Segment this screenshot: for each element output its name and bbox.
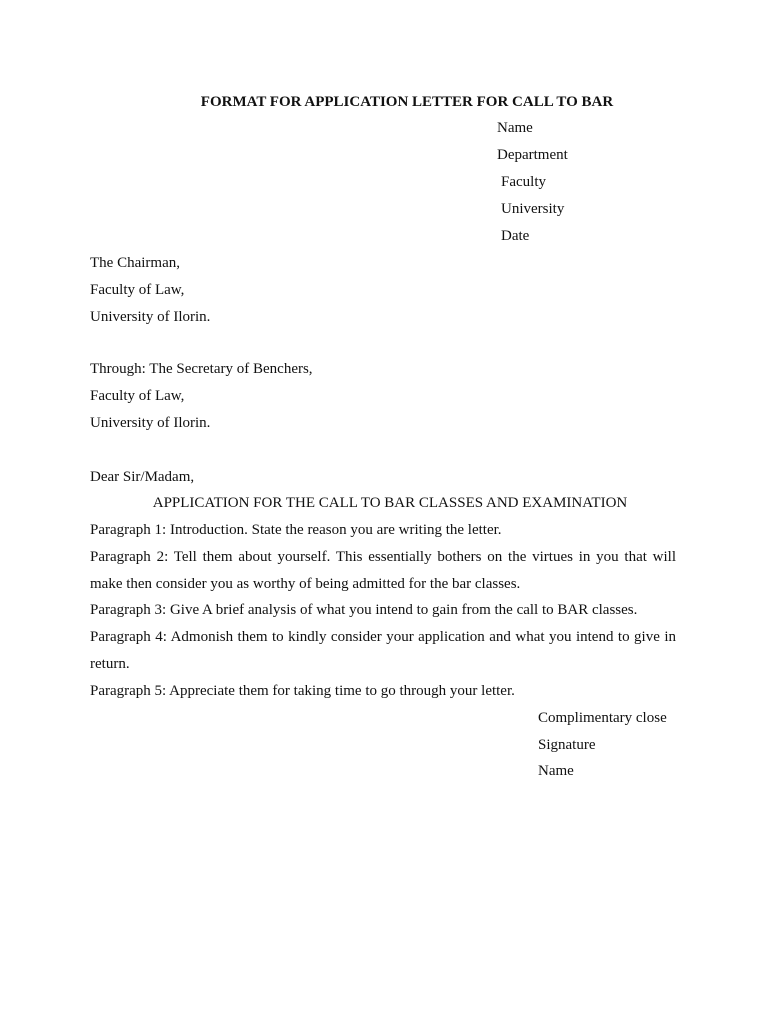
paragraph-3: Paragraph 3: Give A brief analysis of what you intend to gain from the call to BAR classes. [90,602,638,618]
paragraph-1: Paragraph 1: Introduction. State the reason you are writing the letter. [90,522,502,538]
sender-date: Date [501,228,530,244]
signature-line: Signature [538,737,596,753]
document-title: FORMAT FOR APPLICATION LETTER FOR CALL TO BAR [200,94,614,110]
through-line-3: University of Ilorin. [90,415,211,431]
subject-heading: APPLICATION FOR THE CALL TO BAR CLASSES AND EXAMINATION [152,495,628,511]
sender-faculty: Faculty [501,174,546,190]
salutation: Dear Sir/Madam, [90,469,195,485]
closing-name: Name [538,763,574,779]
paragraph-5: Paragraph 5: Appreciate them for taking time to go through your letter. [90,683,515,699]
recipient-line-2: Faculty of Law, [90,282,185,298]
recipient-line-3: University of Ilorin. [90,309,211,325]
sender-department: Department [497,147,568,163]
paragraph-4: Paragraph 4: Admonish them to kindly consider your application and what you intend to give in return. [90,629,676,672]
sender-university: University [501,201,565,217]
through-line-1: Through: The Secretary of Benchers, [90,361,313,377]
recipient-line-1: The Chairman, [90,255,180,271]
paragraph-2: Paragraph 2: Tell them about yourself. This essentially bothers on the virtues in you that will make then consider you as worthy of being admitted for the bar classes. [90,549,676,592]
through-line-2: Faculty of Law, [90,388,185,404]
sender-name: Name [497,120,533,136]
complimentary-close: Complimentary close [538,710,667,726]
